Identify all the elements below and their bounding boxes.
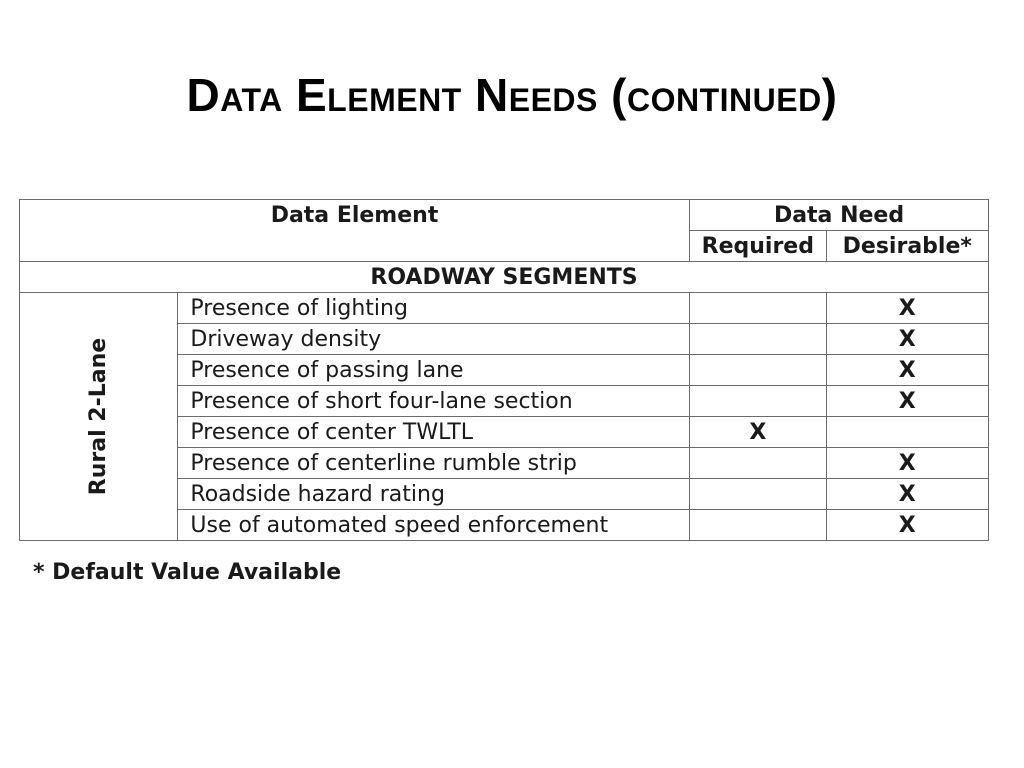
element-cell: Use of automated speed enforcement: [178, 510, 690, 541]
group-cell: [20, 293, 178, 541]
element-cell: Roadside hazard rating: [178, 479, 690, 510]
header-row-1: [20, 200, 989, 231]
header-data-need: Data Need: [690, 200, 989, 231]
required-cell: [690, 355, 827, 386]
required-cell: [690, 324, 827, 355]
desirable-cell: X: [826, 479, 988, 510]
slide-title: Data Element Needs (continued): [186, 69, 838, 121]
required-cell: [690, 448, 827, 479]
desirable-cell: X: [826, 510, 988, 541]
group-label: Rural 2-Lane: [86, 337, 112, 496]
footnote: * Default Value Available: [33, 560, 342, 585]
element-cell: Presence of short four-lane section: [178, 386, 690, 417]
element-cell: Presence of lighting: [178, 293, 690, 324]
element-cell: Presence of passing lane: [178, 355, 690, 386]
element-cell: Presence of centerline rumble strip: [178, 448, 690, 479]
desirable-cell: [826, 417, 988, 448]
required-cell: [690, 293, 827, 324]
required-cell: X: [690, 417, 827, 448]
element-cell: Driveway density: [178, 324, 690, 355]
desirable-cell: X: [826, 355, 988, 386]
desirable-cell: X: [826, 293, 988, 324]
header-required: Required: [690, 231, 827, 262]
data-element-table: [19, 199, 989, 541]
element-cell: Presence of center TWLTL: [178, 417, 690, 448]
header-desirable: Desirable*: [826, 231, 988, 262]
desirable-cell: X: [826, 386, 988, 417]
required-cell: [690, 386, 827, 417]
required-cell: [690, 479, 827, 510]
table-row: [20, 293, 989, 324]
header-data-element: Data Element: [20, 200, 690, 262]
required-cell: [690, 510, 827, 541]
section-label: ROADWAY SEGMENTS: [20, 262, 989, 293]
section-row: [20, 262, 989, 293]
desirable-cell: X: [826, 324, 988, 355]
desirable-cell: X: [826, 448, 988, 479]
